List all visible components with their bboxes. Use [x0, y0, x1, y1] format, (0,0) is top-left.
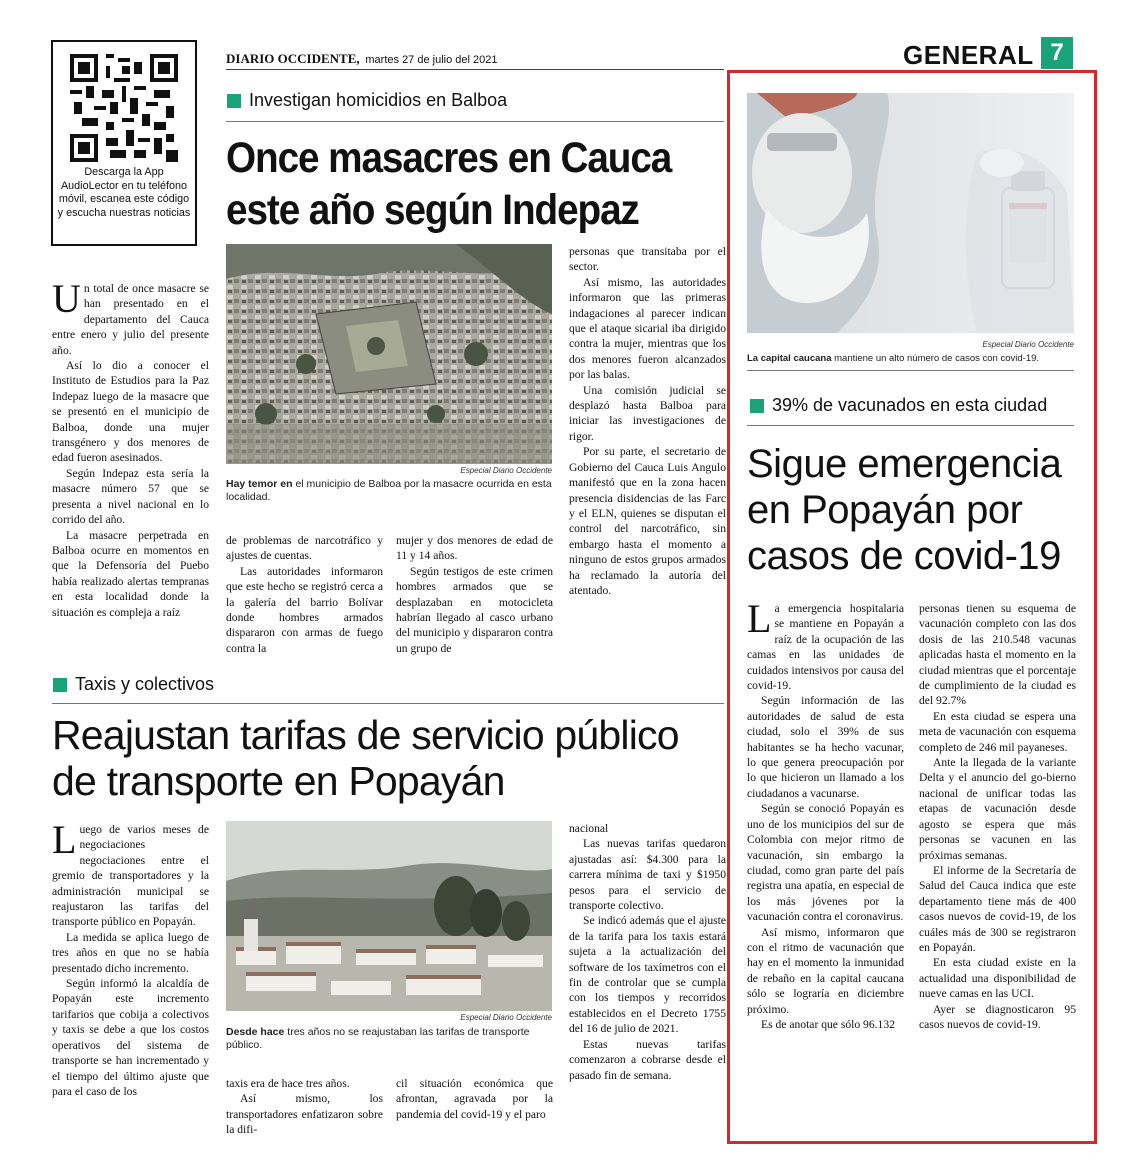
- article1-column-2: [226, 533, 383, 656]
- page-number: 7: [1041, 37, 1073, 69]
- article3-headline: [747, 441, 1061, 579]
- article3-column-2: [919, 601, 1076, 1032]
- headline-line: Once masacres en Cauca: [226, 134, 672, 182]
- paragraph: Una comisión judicial se desplazó hasta Balboa para iniciar las investigaciones de rigor.: [569, 383, 726, 443]
- paragraph: de problemas de narcotráfico y ajustes de cuentas.: [226, 534, 383, 563]
- article1-photo-credit: Especial Diario Occidente: [460, 466, 552, 475]
- article1-photo[interactable]: [226, 244, 552, 464]
- paragraph: Así mismo, informaron que con el ritmo de vacunación que hay en el momento la inmunidad de rebaño en la capital caucana sólo se lograría en diciembre próximo.: [747, 925, 904, 1016]
- paragraph: Por su parte, el secretario de Gobierno del Cauca Luis Angulo manifestó que en la zona hacen presencia disidencias de las Farc y el ELN, quienes se disputan el control del narcotráfico, sin embargo hasta el momento a ninguno de estos grupos armados ha reclamado la autoría del atentado.: [569, 445, 726, 597]
- article2-column-4: [569, 821, 726, 1083]
- article3-caption-rule: [747, 370, 1074, 371]
- paragraph: Según se conoció Popayán es uno de los municipios del sur de Colombia con mejor ritmo de vacunación, sin embargo la ciudad, como gran parte del país registra una apatía, en especial de los más jóvenes por la vacunación contra el coronavirus.: [747, 802, 904, 924]
- article3-kicker-rule: [747, 425, 1074, 426]
- article2-column-2: [226, 1076, 383, 1138]
- article1-column-4: [569, 244, 726, 598]
- paragraph: En esta ciudad se espera una meta de vacunación con esquema completo de 246 mil payaneses.: [919, 709, 1076, 754]
- section-label: GENERAL: [903, 40, 1034, 70]
- city-panorama-image: [226, 821, 552, 1011]
- qr-box: [51, 40, 197, 246]
- paragraph: La medida se aplica luego de tres años en que no se había presentado dicho incremento.: [52, 930, 209, 975]
- paragraph: Las nuevas tarifas quedaron ajustadas así: $4.300 para la carrera mínima de taxi y $1950 pesos para el servicio de transporte colectivo.: [569, 837, 726, 913]
- headline-line: en Popayán por: [747, 488, 1023, 532]
- paragraph: Así mismo, los transportadores enfatizaron sobre la difi-: [226, 1092, 383, 1137]
- article1-column-1: [52, 276, 209, 620]
- paragraph: personas tienen su esquema de vacunación completo con las dos dosis de las 210.548 vacunas aplicadas hasta el momento en la ciudad mientras que el porcentaje de cumplimiento de la ciudad es del 92.7%: [919, 602, 1076, 708]
- aerial-town-image: [226, 244, 552, 464]
- kicker-text: 39% de vacunados en esta ciudad: [772, 395, 1048, 415]
- dropcap: L: [52, 817, 77, 862]
- paragraph: Es de anotar que sólo 96.132: [761, 1017, 895, 1031]
- paragraph: n total de once masacre se han presentado en el departamento del Cauca entre enero y julio del presente año.: [52, 282, 209, 357]
- article2-headline: [52, 712, 679, 804]
- paragraph: Así lo dio a conocer el Instituto de Estudios para la Paz Indepaz luego de la masacre que se presentó en el municipio de Balboa, donde una mujer transgénero y dos menores de edad fueron asesinados.: [52, 359, 209, 465]
- dropcap: L: [747, 596, 772, 641]
- kicker-square-icon: [53, 678, 67, 692]
- kicker-square-icon: [750, 399, 764, 413]
- masthead: [226, 51, 497, 67]
- article2-kicker-rule: [52, 703, 724, 704]
- kicker-text: Taxis y colectivos: [75, 674, 215, 694]
- qr-box-text: Descarga la App AudioLector en tu teléfono móvil, escanea este código y escucha nuestras noticias: [57, 166, 191, 219]
- header-rule: [226, 69, 724, 70]
- paragraph: personas que transitaba por el sector.: [569, 245, 726, 274]
- issue-date: martes 27 de julio del 2021: [365, 54, 498, 66]
- paragraph: Ante la llegada de la variante Delta y el anuncio del go-bierno nacional de unificar todas las etapas de vacunación desde agosto se espera que más personas se vacunen en las próximas semanas.: [919, 756, 1076, 862]
- article3-photo-credit: Especial Diario Occidente: [982, 340, 1074, 349]
- article2-column-3: [396, 1076, 553, 1122]
- article2-photo[interactable]: [226, 821, 552, 1011]
- paragraph: Las autoridades informaron que este hecho se registró cerca a la galería del barrio Bolívar donde hombres armados dispararon con armas de fuego contra la: [226, 564, 383, 655]
- article1-headline: [226, 132, 671, 236]
- article3-photo[interactable]: [747, 93, 1074, 333]
- paragraph: nacional: [569, 822, 609, 835]
- article1-kicker: [227, 90, 507, 111]
- paragraph: Estas nuevas tarifas comenzaron a cobrarse desde el pasado fin de semana.: [569, 1037, 726, 1082]
- article2-kicker: [53, 674, 214, 695]
- caption-bold: Desde hace: [226, 1026, 285, 1038]
- article2-caption: [226, 1026, 552, 1052]
- article1-kicker-rule: [226, 121, 724, 122]
- kicker-square-icon: [227, 94, 241, 108]
- paragraph: mujer y dos menores de edad de 11 y 14 años.: [396, 534, 553, 563]
- paragraph: Según información de las autoridades de salud de esta ciudad, solo el 39% de sus habitantes se ha hecho vacunar, lo que genera preocupación por lo que hicieron un llamado a los ciudadanos a vacunarse.: [747, 694, 904, 800]
- paragraph: taxis era de hace tres años.: [226, 1077, 350, 1090]
- paragraph: Así mismo, las autoridades informaron que las primeras indagaciones al parecer indican que el ataque sicarial iba dirigido contra la mujer, mientras que los dos menores fueron alcanzados por las balas.: [569, 275, 726, 382]
- kicker-text: Investigan homicidios en Balboa: [249, 90, 508, 110]
- paragraph: uego de varios meses de negociaciones negociaciones entre el gremio de transportadores y la administración municipal se reajustaron las tarifas del transporte público en Popayán.: [52, 823, 209, 929]
- caption-text: tres años no se reajustaban las tarifas de transporte público.: [226, 1026, 530, 1051]
- headline-line: Reajustan tarifas de servicio público: [52, 712, 679, 758]
- article1-caption: [226, 478, 552, 504]
- paragraph: cil situación económica que afrontan, agravada por la pandemia del covid-19 y el paro: [396, 1077, 553, 1121]
- caption-text: mantiene un alto número de casos con covid-19.: [831, 353, 1040, 364]
- dropcap: U: [52, 276, 81, 321]
- article3-column-1: [747, 596, 904, 1032]
- article2-photo-credit: Especial Diario Occidente: [460, 1013, 552, 1022]
- article2-column-1: [52, 817, 209, 1099]
- headline-line: este año según Indepaz: [226, 186, 639, 234]
- paper-name: DIARIO OCCIDENTE,: [226, 51, 360, 66]
- caption-text: el municipio de Balboa por la masacre ocurrida en esta localidad.: [226, 478, 552, 503]
- paragraph: a emergencia hospitalaria se mantiene en Popayán a raíz de la ocupación de las camas en las unidades de cuidados intensivos por causa del covid-19.: [747, 602, 904, 693]
- caption-bold: Hay temor en: [226, 478, 293, 490]
- qr-code-icon[interactable]: [70, 54, 178, 162]
- headline-line: Sigue emergencia: [747, 442, 1062, 486]
- paragraph: Según testigos de este crimen hombres armados que se desplazaban en motocicleta habrían llegado al casco urbano del municipio y dispararon contra un grupo de: [396, 564, 553, 655]
- paragraph: La masacre perpetrada en Balboa ocurre en momentos en que la Defensoría del Puebo había realizado alertas tempranas en esta localidad donde la situación es compleja a raíz: [52, 528, 209, 619]
- paragraph: Ayer se diagnosticaron 95 casos nuevos de covid-19.: [919, 1002, 1076, 1031]
- caption-bold: La capital caucana: [747, 353, 832, 364]
- headline-line: casos de covid-19: [747, 534, 1061, 578]
- vaccine-worker-image: [747, 93, 1074, 333]
- paragraph: Según Indepaz esta sería la masacre número 57 que se presenta a nivel nacional en lo corrido del año.: [52, 466, 209, 527]
- paragraph: Según informó la alcaldía de Popayán este incremento tarifarios que cobija a colectivos y taxis se debe a que los costos operativos del sistema de transporte se han incrementado y el tiempo del último ajuste que para el caso de los: [52, 977, 209, 1098]
- article3-kicker: [750, 395, 1047, 416]
- paragraph: Se indicó además que el ajuste de la tarifa para los taxis estará sujeta a la actualización del software de los taxímetros con el fin de controlar que se cumpla con los tiempos y recorridos establecidos en el Decreto 1755 del 16 de julio de 2021.: [569, 914, 726, 1036]
- paragraph: El informe de la Secretaría de Salud del Cauca indica que este departamento tiene más de 400 casos nuevos de covid-19, de los cuáles más de 300 se registraron en Popayán.: [919, 863, 1076, 954]
- paragraph: En esta ciudad existe en la actualidad una disponibilidad de nueve camas en las UCI.: [919, 956, 1076, 1001]
- article3-caption: [747, 352, 1074, 365]
- headline-line: de transporte en Popayán: [52, 758, 505, 804]
- article1-column-3: [396, 533, 553, 656]
